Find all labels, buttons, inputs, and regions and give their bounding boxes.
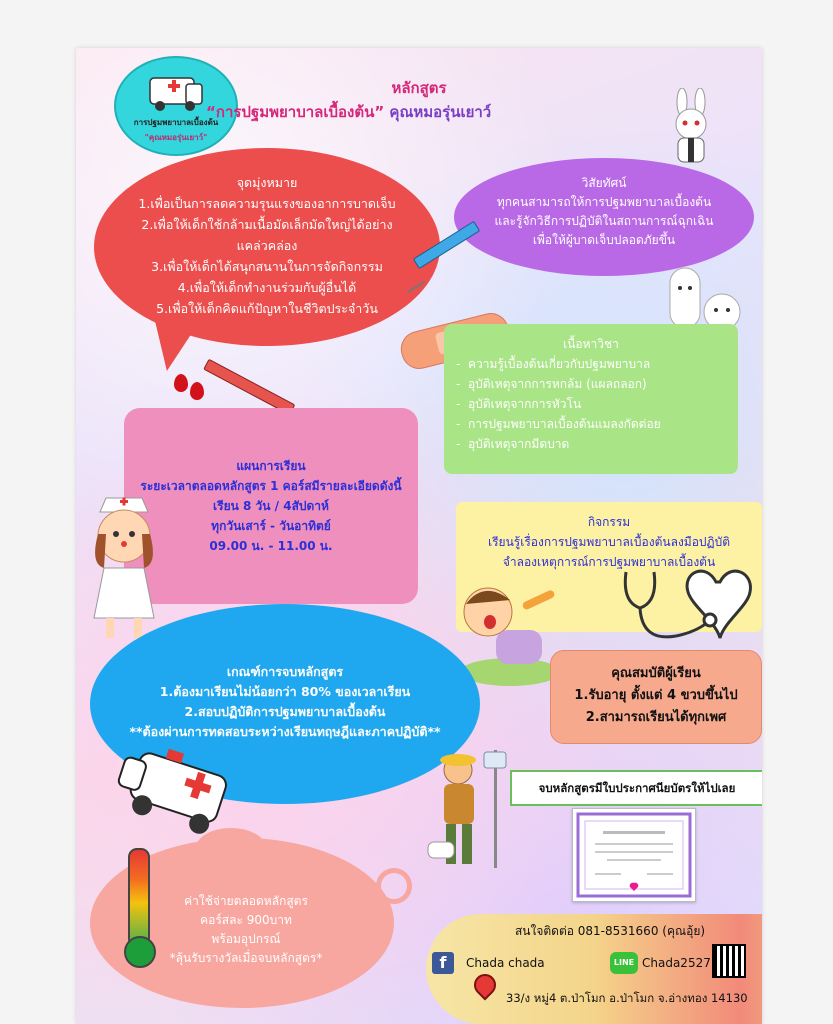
content-box (444, 324, 738, 474)
cost-line-2: คอร์สละ 900บาท (200, 913, 292, 927)
vision-bubble (454, 158, 754, 276)
content-heading: เนื้อหาวิชา (563, 337, 619, 351)
content-item: - ความรู้เบื้องต้นเกี่ยวกับปฐมพยาบาล (456, 357, 651, 371)
activity-heading: กิจกรรม (587, 515, 631, 529)
goal-item-3: 3.เพื่อให้เด็กได้สนุกสนานในการจัดกิจกรรม (151, 259, 383, 274)
content-item: - อุบัติเหตุจากมีดบาด (456, 437, 570, 451)
content-item-text: อุบัติเหตุจากมีดบาด (467, 437, 570, 451)
qualification-line-2: 2.สามารถเรียนได้ทุกเพศ (585, 710, 727, 725)
cartoon-ambulance-icon (112, 744, 246, 840)
goal-item-2: 2.เพื่อให้เด็กใช้กล้ามเนื้อมัดเล็กมัดใหญ่ได้อย่าง (141, 217, 393, 232)
cost-line-3: พร้อมอุปกรณ์ (211, 932, 281, 946)
vision-line-1: ทุกคนสามารถให้การปฐมพยาบาลเบื้องต้น (496, 195, 712, 209)
course-title-quoted: “การปฐมพยาบาลเบื้องต้น” (206, 103, 385, 121)
plan-line-4: 09.00 น. - 11.00 น. (209, 539, 333, 553)
blood-drop-icon (190, 382, 204, 400)
goal-item-1: 1.เพื่อเป็นการลดความรุนแรงของอาการบาดเจ็บ (138, 196, 396, 211)
vision-heading: วิสัยทัศน์ (581, 176, 627, 190)
poster (76, 48, 762, 1024)
plan-line-3: ทุกวันเสาร์ - วันอาทิตย์ (211, 519, 331, 533)
goal-item-4: 4.เพื่อให้เด็กทำงานร่วมกับผู้อื่นได้ (177, 280, 357, 295)
certificate-image (572, 808, 696, 902)
facebook-icon: f (432, 952, 454, 974)
content-item-text: ความรู้เบื้องต้นเกี่ยวกับปฐมพยาบาล (467, 357, 651, 371)
cost-info (126, 892, 366, 968)
certificate-icon (573, 809, 695, 901)
logo-line2: "คุณหมอรุ่นเยาว์" (144, 133, 208, 142)
cost-line-1: ค่าใช้จ่ายตลอดหลักสูตร (184, 894, 308, 908)
qr-code-icon (712, 944, 746, 978)
address: 33/ง หมู่4 ต.ป่าโมก อ.ป่าโมก จ.อ่างทอง 14130 (506, 991, 748, 1005)
vision-line-3: เพื่อให้ผู้บาดเจ็บปลอดภัยขึ้น (532, 233, 676, 247)
qualification-line-1: 1.รับอายุ ตั้งแต่ 4 ขวบขึ้นไป (574, 688, 738, 703)
stethoscope-heart-icon (616, 562, 756, 646)
patient-with-iv-icon (420, 746, 520, 876)
content-item: - อุบัติเหตุจากการหัวโน (456, 397, 582, 411)
content-item: - อุบัติเหตุจากการหกล้ม (แผลถลอก) (456, 377, 647, 391)
criteria-line-3: **ต้องผ่านการทดสอบระหว่างเรียนทฤษฎีและภาคปฏิบัติ** (129, 724, 441, 739)
activity-line-2: จำลองเหตุการณ์การปฐมพยาบาลเบื้องต้น (502, 555, 716, 569)
bunny-character-icon (660, 88, 722, 168)
certificate-note: จบหลักสูตรมีใบประกาศนียบัตรให้ไปเลย (510, 770, 762, 806)
criteria-line-1: 1.ต้องมาเรียนไม่น้อยกว่า 80% ของเวลาเรียน (159, 684, 411, 699)
qualification-heading: คุณสมบัติผู้เรียน (611, 666, 701, 681)
plan-line-1: ระยะเวลาตลอดหลักสูตร 1 คอร์สมีรายละเอียดดังนี้ (140, 479, 402, 493)
content-item-text: การปฐมพยาบาลเบื้องต้นแมลงกัดต่อย (467, 417, 661, 431)
vision-line-2: และรู้จักวิธีการปฏิบัติในสถานการณ์ฉุกเฉิน (494, 214, 714, 228)
criteria-heading: เกณฑ์การจบหลักสูตร (226, 664, 344, 679)
logo-line1: การปฐมพยาบาลเบื้องต้น (133, 118, 219, 127)
criteria-line-2: 2.สอบปฏิบัติการปฐมพยาบาลเบื้องต้น (184, 704, 386, 719)
plan-heading: แผนการเรียน (236, 459, 306, 473)
contact-phone: สนใจติดต่อ 081-8531660 (คุณอุ้ย) (514, 924, 706, 938)
line-id: Chada2527 (642, 956, 711, 970)
content-item-text: อุบัติเหตุจากการหกล้ม (แผลถลอก) (467, 377, 647, 391)
qualification-box (550, 650, 762, 744)
course-label: หลักสูตร (391, 79, 447, 97)
line-icon: LINE (610, 952, 638, 974)
content-item-text: อุบัติเหตุจากการหัวโน (467, 397, 582, 411)
content-item: - การปฐมพยาบาลเบื้องต้นแมลงกัดต่อย (456, 417, 661, 431)
goal-heading: จุดมุ่งหมาย (236, 175, 298, 190)
blood-drop-icon (174, 374, 188, 392)
goal-bubble (94, 148, 440, 346)
plan-box (124, 408, 418, 604)
course-title-rest: คุณหมอรุ่นเยาว์ (384, 103, 492, 121)
facebook-name: Chada chada (466, 956, 545, 970)
red-syringe-icon (203, 359, 295, 416)
goal-item-5: 5.เพื่อให้เด็กคิดแก้ปัญหาในชีวิตประจำวัน (156, 301, 378, 316)
activity-line-1: เรียนรู้เรื่องการปฐมพยาบาลเบื้องต้นลงมือปฏิบัติ (487, 535, 731, 549)
cost-line-4: *ลุ้นรับรางวัลเมื่อจบหลักสูตร* (169, 951, 323, 965)
goal-item-2b: แคล่วคล่อง (236, 238, 298, 253)
plan-line-2: เรียน 8 วัน / 4สัปดาห์ (213, 499, 329, 513)
